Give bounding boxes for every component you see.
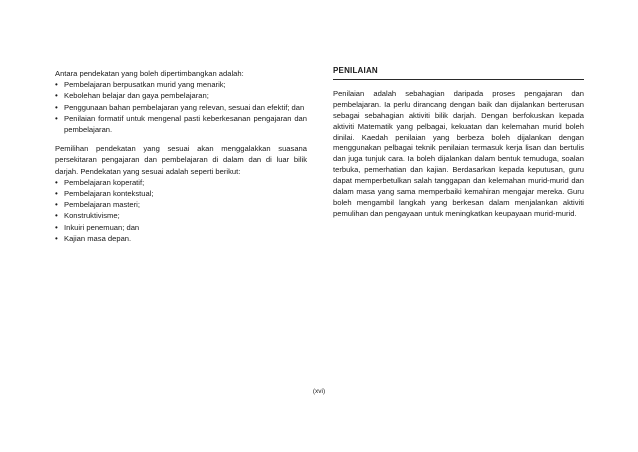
list-item: [55, 102, 307, 113]
list-item-text: Pembelajaran koperatif;: [64, 177, 145, 187]
list-item: [55, 188, 307, 199]
bullet-icon: •: [55, 177, 58, 187]
left-column: [55, 68, 307, 244]
bullet-icon: •: [55, 113, 58, 123]
list-item-text: Penggunaan bahan pembelajaran yang relevan, sesuai dan efektif; dan: [64, 102, 305, 112]
bullet-icon: •: [55, 102, 58, 112]
bullet-icon: •: [55, 80, 58, 90]
right-column: [333, 66, 584, 220]
list-item: [55, 233, 307, 244]
spacer: [55, 135, 307, 143]
list-item-text: Pembelajaran masteri;: [64, 200, 140, 210]
list-item-text: Konstruktivisme;: [64, 211, 120, 221]
approaches-intro: Antara pendekatan yang boleh dipertimbangkan adalah:: [55, 69, 244, 78]
bullet-icon: •: [55, 189, 58, 199]
bullet-icon: •: [55, 233, 58, 243]
list-item-text: Kajian masa depan.: [64, 233, 132, 243]
methods-list: [55, 177, 307, 244]
bullet-icon: •: [55, 211, 58, 221]
list-item: [55, 210, 307, 221]
section-heading: PENILAIAN: [333, 66, 584, 80]
list-item: [55, 222, 307, 233]
list-item-text: Kebolehan belajar dan gaya pembelajaran;: [64, 91, 209, 101]
list-item-text: Penilaian formatif untuk mengenal pasti keberkesanan pengajaran dan pembelajaran.: [64, 113, 307, 135]
list-item: [55, 199, 307, 210]
bullet-icon: •: [55, 91, 58, 101]
list-item-text: Inkuiri penemuan; dan: [64, 222, 140, 232]
list-item-text: Pembelajaran berpusatkan murid yang menarik;: [64, 80, 226, 90]
list-item: [55, 79, 307, 90]
list-item: [55, 90, 307, 101]
bullet-icon: •: [55, 222, 58, 232]
list-item: [55, 113, 307, 135]
approaches-list: [55, 79, 307, 135]
list-item: [55, 177, 307, 188]
approaches-paragraph: Pemilihan pendekatan yang sesuai akan menggalakkan suasana persekitaran pengajaran dan pembelajaran di dalam dan di luar bilik darjah. Pendekatan yang sesuai adalah seperti berikut:: [55, 144, 307, 176]
bullet-icon: •: [55, 200, 58, 210]
page-number: (xvi): [312, 388, 326, 395]
assessment-paragraph: Penilaian adalah sebahagian daripada proses pengajaran dan pembelajaran. Ia perlu dirancang dengan baik dan dijalankan berterusan sebagai sebahagian aktiviti bilik darjah. Dengan berfokuskan kepada aktiviti Matematik yang pelbagai, kekuatan dan kelemahan murid boleh dinilai. Kaedah penilaian yang berbeza boleh dijalankan dengan menggunakan pelbagai teknik penilaian termasuk kerja lisan dan bertulis dan juga tunjuk cara. Ia boleh dijalankan dalam bentuk temuduga, soalan terbuka, pemerhatian dan kajian. Berdasarkan kepada keputusan, guru dapat memperbetulkan salah tanggapan dan kelemahan murid-murid dan dalam masa yang sama memperbaiki kemahiran mengajar mereka. Guru boleh mengambil langkah yang berkesan dalam menjalankan aktiviti pemulihan dan pengayaan untuk meningkatkan keupayaan murid-murid.: [333, 88, 584, 218]
list-item-text: Pembelajaran kontekstual;: [64, 189, 154, 199]
